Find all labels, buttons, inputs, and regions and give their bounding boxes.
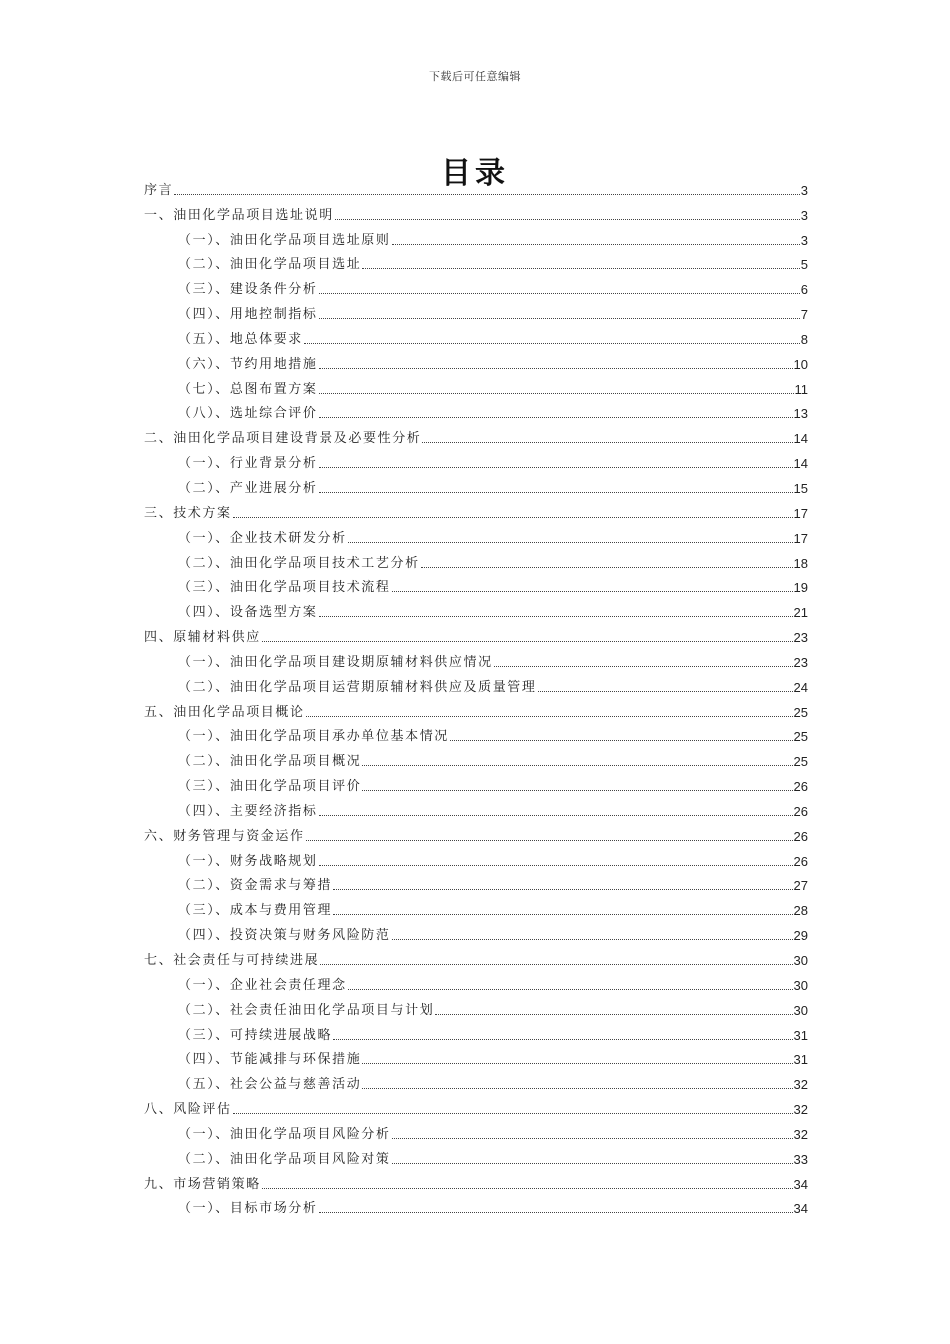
toc-entry[interactable] bbox=[144, 596, 808, 621]
toc-entry-label: 七、社会责任与可持续进展 bbox=[144, 953, 320, 968]
toc-entry[interactable] bbox=[144, 249, 808, 274]
toc-entry-label: （三）、油田化学品项目技术流程 bbox=[178, 580, 391, 596]
toc-dot-leader bbox=[348, 989, 793, 990]
toc-entry[interactable] bbox=[144, 1093, 808, 1118]
toc-entry-page-number: 32 bbox=[793, 1077, 808, 1093]
toc-dot-leader bbox=[306, 840, 793, 841]
toc-dot-leader bbox=[494, 666, 793, 667]
toc-entry-label: （二）、油田化学品项目选址 bbox=[178, 257, 362, 273]
toc-entry[interactable] bbox=[144, 298, 808, 323]
toc-entry[interactable] bbox=[144, 646, 808, 671]
toc-entry-page-number: 25 bbox=[793, 704, 808, 720]
toc-entry-label: （四）、投资决策与财务风险防范 bbox=[178, 928, 391, 944]
toc-entry-label: （一）、油田化学品项目风险分析 bbox=[178, 1126, 391, 1142]
toc-dot-leader bbox=[392, 939, 793, 940]
toc-dot-leader bbox=[348, 542, 793, 543]
toc-entry-label: 六、财务管理与资金运作 bbox=[144, 828, 305, 844]
toc-entry-label: （五）、社会公益与慈善活动 bbox=[178, 1077, 362, 1093]
toc-entry-page-number: 11 bbox=[794, 381, 808, 397]
toc-entry-page-number: 23 bbox=[793, 654, 808, 670]
toc-dot-leader bbox=[435, 1014, 792, 1015]
toc-entry-page-number: 31 bbox=[793, 1027, 808, 1043]
toc-dot-leader bbox=[319, 293, 800, 294]
toc-entry-label: （四）、主要经济指标 bbox=[178, 803, 318, 819]
toc-entry[interactable] bbox=[144, 199, 808, 224]
toc-dot-leader bbox=[233, 1113, 793, 1114]
toc-dot-leader bbox=[319, 1212, 793, 1213]
toc-entry-page-number: 23 bbox=[793, 630, 808, 646]
toc-entry[interactable] bbox=[144, 919, 808, 944]
toc-dot-leader bbox=[319, 417, 793, 418]
toc-entry[interactable] bbox=[144, 795, 808, 820]
toc-entry-label: （一）、油田化学品项目建设期原辅材料供应情况 bbox=[178, 654, 493, 670]
toc-entry-label: （四）、设备选型方案 bbox=[178, 605, 318, 621]
toc-entry-label: （三）、可持续进展战略 bbox=[178, 1027, 333, 1043]
toc-dot-leader bbox=[362, 790, 792, 791]
toc-entry-page-number: 5 bbox=[800, 257, 808, 273]
toc-entry[interactable] bbox=[144, 497, 808, 522]
toc-entry-page-number: 8 bbox=[800, 331, 808, 347]
header-note: 下载后可任意编辑 bbox=[429, 70, 521, 83]
toc-dot-leader bbox=[319, 616, 793, 617]
toc-entry-label: 序言 bbox=[144, 182, 174, 198]
toc-dot-leader bbox=[319, 815, 793, 816]
toc-entry-label: （一）、油田化学品项目承办单位基本情况 bbox=[178, 729, 449, 745]
toc-entry[interactable] bbox=[144, 696, 808, 721]
toc-entry[interactable] bbox=[144, 373, 808, 398]
toc-entry[interactable] bbox=[144, 1193, 808, 1218]
toc-dot-leader bbox=[392, 591, 793, 592]
toc-dot-leader bbox=[392, 1138, 793, 1139]
toc-entry[interactable] bbox=[144, 870, 808, 895]
toc-entry-label: （一）、行业背景分析 bbox=[178, 456, 318, 472]
toc-dot-leader bbox=[392, 244, 800, 245]
toc-entry-label: 三、技术方案 bbox=[144, 505, 232, 521]
toc-dot-leader bbox=[319, 865, 793, 866]
toc-entry[interactable] bbox=[144, 522, 808, 547]
toc-entry[interactable] bbox=[144, 323, 808, 348]
toc-entry-label: （二）、油田化学品项目运营期原辅材料供应及质量管理 bbox=[178, 679, 537, 695]
toc-entry[interactable] bbox=[144, 944, 808, 969]
toc-entry-label: 五、油田化学品项目概论 bbox=[144, 704, 305, 720]
toc-dot-leader bbox=[362, 268, 799, 269]
toc-entry-page-number: 30 bbox=[793, 977, 808, 993]
toc-entry-label: （四）、节能减排与环保措施 bbox=[178, 1052, 362, 1068]
toc-entry[interactable] bbox=[144, 745, 808, 770]
toc-entry[interactable] bbox=[144, 422, 808, 447]
toc-entry-page-number: 26 bbox=[793, 803, 808, 819]
toc-entry-page-number: 25 bbox=[793, 754, 808, 770]
toc-dot-leader bbox=[362, 1063, 792, 1064]
toc-entry-page-number: 14 bbox=[793, 456, 808, 472]
toc-dot-leader bbox=[262, 641, 793, 642]
toc-dot-leader bbox=[174, 194, 800, 195]
toc-dot-leader bbox=[306, 716, 793, 717]
toc-entry-page-number: 30 bbox=[793, 953, 808, 968]
toc-entry[interactable] bbox=[144, 994, 808, 1019]
toc-entry-label: （四）、用地控制指标 bbox=[178, 307, 318, 323]
toc-dot-leader bbox=[319, 368, 793, 369]
toc-entry[interactable] bbox=[144, 1143, 808, 1168]
toc-entry-page-number: 33 bbox=[793, 1151, 808, 1167]
toc-entry-label: （二）、社会责任油田化学品项目与计划 bbox=[178, 1002, 435, 1018]
toc-entry-page-number: 31 bbox=[793, 1052, 808, 1068]
toc-entry[interactable] bbox=[144, 969, 808, 994]
toc-entry[interactable] bbox=[144, 671, 808, 696]
toc-entry-page-number: 21 bbox=[793, 605, 808, 621]
toc-dot-leader bbox=[392, 1163, 793, 1164]
toc-entry-label: （一）、企业技术研发分析 bbox=[178, 530, 347, 546]
toc-entry-label: 八、风险评估 bbox=[144, 1102, 232, 1118]
toc-entry[interactable] bbox=[144, 398, 808, 423]
toc-entry[interactable] bbox=[144, 547, 808, 572]
toc-dot-leader bbox=[233, 517, 793, 518]
toc-entry-page-number: 17 bbox=[793, 505, 808, 521]
toc-entry-page-number: 14 bbox=[793, 431, 808, 447]
toc-entry-page-number: 25 bbox=[793, 729, 808, 745]
toc-entry[interactable] bbox=[144, 721, 808, 746]
toc-entry-page-number: 18 bbox=[793, 555, 808, 571]
toc-entry-page-number: 29 bbox=[793, 928, 808, 944]
toc-entry-label: 四、原辅材料供应 bbox=[144, 630, 261, 646]
toc-entry-label: （一）、油田化学品项目选址原则 bbox=[178, 232, 391, 248]
toc-entry-label: （二）、资金需求与筹措 bbox=[178, 878, 333, 894]
toc-entry-page-number: 26 bbox=[793, 828, 808, 844]
toc-entry-page-number: 6 bbox=[800, 282, 808, 298]
toc-dot-leader bbox=[319, 492, 793, 493]
toc-entry-page-number: 15 bbox=[793, 480, 808, 496]
toc-entry-label: （一）、企业社会责任理念 bbox=[178, 977, 347, 993]
toc-dot-leader bbox=[362, 765, 792, 766]
toc-entry[interactable] bbox=[144, 621, 808, 646]
toc-entry[interactable] bbox=[144, 894, 808, 919]
toc-entry[interactable] bbox=[144, 1068, 808, 1093]
toc-dot-leader bbox=[362, 1088, 792, 1089]
toc-entry-label: 一、油田化学品项目选址说明 bbox=[144, 207, 334, 223]
toc-dot-leader bbox=[422, 442, 792, 443]
toc-entry-page-number: 34 bbox=[793, 1176, 808, 1192]
toc-dot-leader bbox=[421, 567, 793, 568]
toc-entry[interactable] bbox=[144, 845, 808, 870]
toc-dot-leader bbox=[538, 691, 793, 692]
toc-entry-page-number: 34 bbox=[793, 1201, 808, 1217]
toc-entry-label: （七）、总图布置方案 bbox=[178, 381, 318, 397]
toc-entry[interactable] bbox=[144, 273, 808, 298]
toc-entry-label: （六）、节约用地措施 bbox=[178, 356, 318, 372]
toc-dot-leader bbox=[319, 318, 800, 319]
toc-entry-label: 九、市场营销策略 bbox=[144, 1176, 261, 1192]
toc-entry-page-number: 28 bbox=[793, 903, 808, 919]
toc-entry-label: （五）、地总体要求 bbox=[178, 331, 303, 347]
toc-dot-leader bbox=[304, 343, 800, 344]
toc-entry-label: 二、油田化学品项目建设背景及必要性分析 bbox=[144, 431, 422, 447]
toc-entry-label: （二）、油田化学品项目技术工艺分析 bbox=[178, 555, 420, 571]
toc-entry-page-number: 3 bbox=[800, 207, 808, 223]
toc-entry-label: （二）、油田化学品项目风险对策 bbox=[178, 1151, 391, 1167]
toc-entry[interactable] bbox=[144, 174, 808, 199]
toc-entry-label: （一）、财务战略规划 bbox=[178, 853, 318, 869]
toc-entry-page-number: 32 bbox=[793, 1102, 808, 1118]
toc-entry-label: （三）、建设条件分析 bbox=[178, 282, 318, 298]
toc-entry[interactable] bbox=[144, 472, 808, 497]
toc-entry-page-number: 7 bbox=[800, 307, 808, 323]
toc-dot-leader bbox=[333, 1039, 792, 1040]
toc-entry[interactable] bbox=[144, 572, 808, 597]
toc-dot-leader bbox=[262, 1188, 793, 1189]
toc-entry-label: （八）、选址综合评价 bbox=[178, 406, 318, 422]
toc-entry-page-number: 32 bbox=[793, 1126, 808, 1142]
toc-entry-page-number: 26 bbox=[793, 853, 808, 869]
toc-entry-label: （三）、成本与费用管理 bbox=[178, 903, 333, 919]
toc-entry-page-number: 27 bbox=[793, 878, 808, 894]
toc-entry[interactable] bbox=[144, 820, 808, 845]
toc-dot-leader bbox=[320, 964, 792, 965]
page-title: 目录 bbox=[441, 156, 509, 192]
toc-entry-page-number: 13 bbox=[793, 406, 808, 422]
toc-entry-label: （二）、产业进展分析 bbox=[178, 480, 318, 496]
toc-dot-leader bbox=[450, 740, 793, 741]
toc-dot-leader bbox=[333, 914, 792, 915]
toc-entry[interactable] bbox=[144, 770, 808, 795]
toc-entry[interactable] bbox=[144, 1044, 808, 1069]
toc-entry-page-number: 24 bbox=[793, 679, 808, 695]
toc-entry[interactable] bbox=[144, 447, 808, 472]
toc-entry[interactable] bbox=[144, 1168, 808, 1193]
toc-entry-page-number: 17 bbox=[793, 530, 808, 546]
toc-dot-leader bbox=[333, 889, 792, 890]
toc-dot-leader bbox=[319, 393, 794, 394]
toc-entry-page-number: 10 bbox=[793, 356, 808, 372]
toc-entry-page-number: 26 bbox=[793, 779, 808, 795]
toc-entry-label: （二）、油田化学品项目概况 bbox=[178, 754, 362, 770]
toc-entry-page-number: 3 bbox=[800, 182, 808, 198]
toc-entry[interactable] bbox=[144, 224, 808, 249]
toc-entry-page-number: 19 bbox=[793, 580, 808, 596]
toc-entry-page-number: 30 bbox=[793, 1002, 808, 1018]
toc-entry[interactable] bbox=[144, 1019, 808, 1044]
toc-entry[interactable] bbox=[144, 348, 808, 373]
table-of-contents bbox=[144, 174, 808, 1217]
toc-entry-page-number: 3 bbox=[800, 232, 808, 248]
toc-dot-leader bbox=[319, 467, 793, 468]
toc-dot-leader bbox=[335, 219, 800, 220]
toc-entry[interactable] bbox=[144, 1118, 808, 1143]
toc-entry-label: （一）、目标市场分析 bbox=[178, 1201, 318, 1217]
toc-entry-label: （三）、油田化学品项目评价 bbox=[178, 779, 362, 795]
